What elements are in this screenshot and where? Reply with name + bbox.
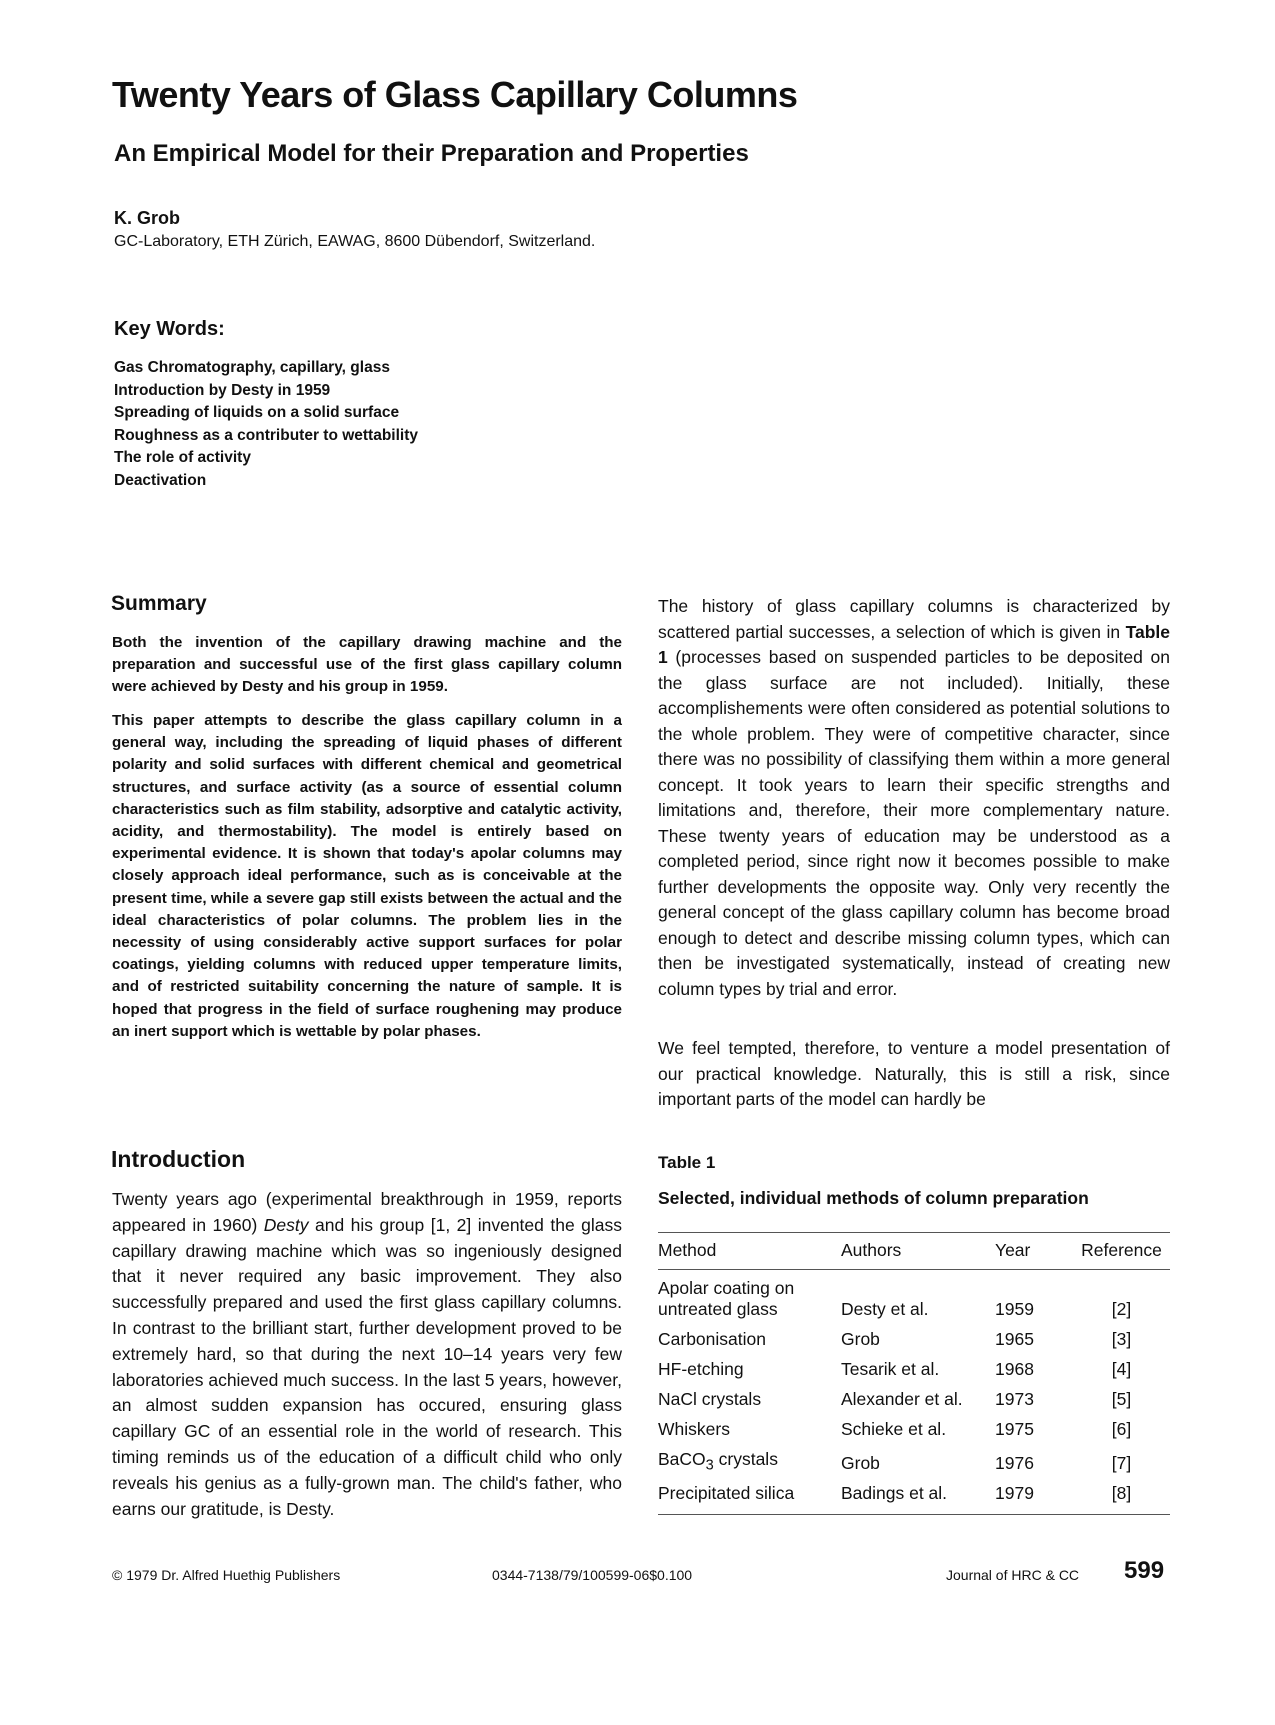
year-cell: 1959 bbox=[995, 1299, 1034, 1319]
method-cell bbox=[658, 1446, 841, 1480]
introduction-paragraph bbox=[112, 1187, 622, 1522]
reference-cell: [8] bbox=[1073, 1480, 1170, 1515]
method-text: crystals bbox=[713, 1449, 778, 1469]
paper-title: Twenty Years of Glass Capillary Columns bbox=[112, 74, 798, 115]
key-word-item: Gas Chromatography, capillary, glass bbox=[114, 359, 390, 376]
methods-table bbox=[658, 1232, 1170, 1515]
table-caption: Selected, individual methods of column preparation bbox=[658, 1188, 1089, 1208]
year-cell: 1968 bbox=[995, 1359, 1034, 1379]
table-row bbox=[658, 1416, 1170, 1446]
authors-cell: Grob bbox=[841, 1329, 880, 1349]
table-header-row bbox=[658, 1233, 1170, 1270]
intro-text-a: Twenty years ago (experimental breakthrough in 1959, reports appeared in 1960) bbox=[112, 1189, 622, 1235]
year-cell: 1976 bbox=[995, 1452, 1034, 1473]
table-reference: Table 1 bbox=[658, 621, 1170, 667]
key-word-item: Deactivation bbox=[114, 471, 207, 489]
authors-cell: Grob bbox=[841, 1452, 880, 1473]
author-name: K. Grob bbox=[114, 208, 180, 228]
key-words-heading: Key Words: bbox=[114, 318, 225, 340]
table-row bbox=[658, 1446, 1170, 1480]
paper-subtitle: An Empirical Model for their Preparation and Properties bbox=[114, 140, 749, 167]
reference-cell: [6] bbox=[1111, 1419, 1132, 1439]
footer-copyright: © 1979 Dr. Alfred Huethig Publishers bbox=[112, 1567, 341, 1583]
reference-cell: [2] bbox=[1111, 1299, 1132, 1319]
reference-cell: [5] bbox=[1111, 1389, 1132, 1409]
summary-heading: Summary bbox=[111, 592, 207, 615]
introduction-heading: Introduction bbox=[111, 1146, 246, 1172]
reference-cell: [7] bbox=[1111, 1452, 1132, 1473]
key-word-item: Spreading of liquids on a solid surface bbox=[114, 404, 400, 421]
reference-cell: [4] bbox=[1111, 1359, 1132, 1379]
authors-cell: Desty et al. bbox=[841, 1299, 929, 1319]
table-row bbox=[658, 1270, 1170, 1327]
key-word-item: Introduction by Desty in 1959 bbox=[114, 381, 331, 399]
intro-text-b: and his group [1, 2] invented the glass capillary drawing machine which was so ingeniously designed that it never required any basic improvement. They also successfully prepared and used the first glass capillary columns. In contrast to the brilliant start, further development proved to be extremely hard, so that during the next 10–14 years very few laboratories achieved much success. In the last 5 years, however, an almost sudden expansion has occured, ensuring glass capillary GC of an essential role in the world of research. This timing reminds us of the education of a difficult child who only reveals his genius as a fully-grown man. The child's father, who earns our gratitude, is Desty. bbox=[112, 1214, 623, 1519]
table-row bbox=[658, 1356, 1170, 1386]
column-header-authors: Authors bbox=[841, 1233, 995, 1270]
footer-issn: 0344-7138/79/100599-06$0.100 bbox=[492, 1567, 693, 1583]
table-row bbox=[658, 1326, 1170, 1356]
page-number: 599 bbox=[1124, 1557, 1165, 1584]
body-paragraph-1 bbox=[658, 594, 1170, 1002]
key-word-item: The role of activity bbox=[114, 449, 251, 466]
reference-cell: [3] bbox=[1111, 1329, 1132, 1349]
footer-journal: Journal of HRC & CC bbox=[946, 1567, 1080, 1583]
method-subscript: 3 bbox=[705, 1457, 714, 1474]
year-cell: 1975 bbox=[995, 1419, 1034, 1439]
authors-cell: Tesarik et al. bbox=[841, 1359, 940, 1379]
table-row bbox=[658, 1480, 1170, 1515]
body-paragraph-2: We feel tempted, therefore, to venture a model presentation of our practical knowledge. Naturally, this is still a risk, since important parts of the model can hardly be bbox=[658, 1038, 1170, 1109]
table-label: Table 1 bbox=[658, 1153, 716, 1172]
summary-paragraph-1: Both the invention of the capillary drawing machine and the preparation and successful use of the first glass capillary column were achieved by Desty and his group in 1959. bbox=[112, 634, 622, 696]
column-header-year: Year bbox=[995, 1233, 1073, 1270]
method-text: BaCO bbox=[658, 1449, 706, 1469]
intro-author-name: Desty bbox=[263, 1214, 309, 1235]
summary-paragraph-2: This paper attempts to describe the glass capillary column in a general way, including the spreading of liquid phases of different polarity and solid surfaces with different chemical and geometrical structures, and surface activity (as a source of essential column characteristics such as film stability, adsorptive and catalytic activity, acidity, and thermostability). The model is entirely based on experimental evidence. It is shown that today's apolar columns may closely approach ideal performance, such as is conceivable at the present time, while a severe gap still exists between the actual and the ideal characteristics of polar columns. The problem lies in the necessity of using considerably active support surfaces for polar coatings, yielding columns with reduced upper temperature limits, and of restricted suitability concerning the nature of sample. It is hoped that progress in the field of surface roughening may produce an inert support which is wettable by polar phases. bbox=[112, 712, 622, 1040]
key-words-list bbox=[114, 357, 418, 492]
method-cell: Apolar coating on untreated glass bbox=[658, 1278, 795, 1319]
body-text-a: The history of glass capillary columns is characterized by scattered partial successes, a selection of which is given in bbox=[658, 596, 1170, 642]
key-word-item: Roughness as a contributer to wettability bbox=[114, 426, 419, 444]
author-affiliation: GC-Laboratory, ETH Zürich, EAWAG, 8600 Dübendorf, Switzerland. bbox=[114, 233, 596, 250]
year-cell: 1973 bbox=[995, 1389, 1034, 1409]
method-cell: NaCl crystals bbox=[658, 1389, 762, 1409]
method-cell: Carbonisation bbox=[658, 1329, 766, 1349]
authors-cell: Badings et al. bbox=[841, 1480, 995, 1515]
column-header-method: Method bbox=[658, 1233, 841, 1270]
year-cell: 1965 bbox=[995, 1329, 1034, 1349]
year-cell: 1979 bbox=[995, 1480, 1073, 1515]
method-cell: Whiskers bbox=[658, 1419, 730, 1439]
method-cell: Precipitated silica bbox=[658, 1480, 841, 1515]
table-row bbox=[658, 1386, 1170, 1416]
method-cell: HF-etching bbox=[658, 1359, 744, 1379]
authors-cell: Schieke et al. bbox=[841, 1419, 947, 1439]
column-header-reference: Reference bbox=[1073, 1233, 1170, 1270]
body-text-b: (processes based on suspended particles to be deposited on the glass surface are not included). Initially, these accomplishements were often considered as potential solutions to the whole problem. They were of competitive character, since there was no possibility of classifying them within a more general concept. It took years to learn their specific strengths and limitations and, therefore, their more complementary nature. These twenty years of education may be understood as a completed period, since right now it becomes possible to make further developments the opposite way. Only very recently the general concept of the glass capillary column has become broad enough to detect and describe missing column types, which can then be investigated systematically, instead of creating new column types by trial and error. bbox=[658, 647, 1170, 999]
authors-cell: Alexander et al. bbox=[841, 1389, 963, 1409]
